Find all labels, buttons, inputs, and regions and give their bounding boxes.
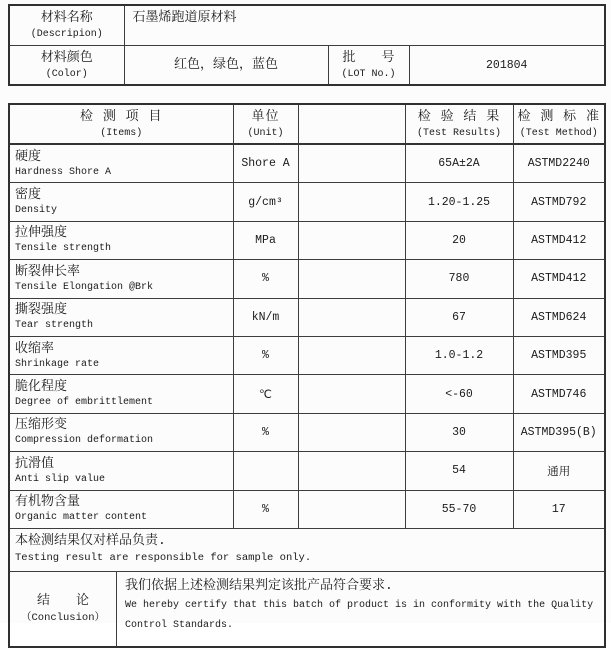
method-value: ASTMD792 xyxy=(513,183,605,221)
method-value: 17 xyxy=(513,490,605,528)
result-value: 1.0-1.2 xyxy=(405,336,513,374)
lot-value: 201804 xyxy=(409,46,605,86)
note-row xyxy=(9,528,605,571)
unit-value: Shore A xyxy=(233,144,298,183)
items-header-en: (Items) xyxy=(100,128,143,139)
table-row xyxy=(9,298,605,336)
conclusion-label xyxy=(10,572,117,646)
item-name-zh: 拉伸强度 xyxy=(15,225,68,241)
lot-label-zh: 批 号 xyxy=(342,49,395,65)
blank-cell xyxy=(298,336,405,374)
item-name-en: Density xyxy=(15,205,58,217)
test-table-header-row xyxy=(9,104,605,144)
material-color-label-zh: 材料颜色 xyxy=(40,49,93,65)
method-value: ASTMD746 xyxy=(513,375,605,413)
result-value: 55-70 xyxy=(405,490,513,528)
table-row xyxy=(9,490,605,528)
results-header-en: (Test Results) xyxy=(416,128,501,139)
item-name-zh: 收缩率 xyxy=(15,340,55,356)
item-name-en: Shrinkage rate xyxy=(15,358,100,370)
item-cell xyxy=(9,183,233,221)
material-name-value: 石墨烯跑道原材料 xyxy=(124,5,605,46)
conclusion-text-en-line1: We hereby certify that this batch of product is in conformity with the Quality xyxy=(125,599,594,611)
method-value: ASTMD624 xyxy=(513,298,605,336)
table-row xyxy=(9,375,605,413)
note-en: Testing result are responsible for sample only. xyxy=(15,552,312,565)
item-cell xyxy=(9,452,233,490)
conclusion-cell xyxy=(9,571,605,647)
result-value: 780 xyxy=(405,260,513,298)
method-value: ASTMD395(B) xyxy=(513,413,605,451)
method-value: ASTMD412 xyxy=(513,260,605,298)
results-header-zh: 检 验 结 果 xyxy=(417,109,501,124)
result-value: 67 xyxy=(405,298,513,336)
result-value: 1.20-1.25 xyxy=(405,183,513,221)
conclusion-label-zh: 结 论 xyxy=(36,593,89,609)
item-name-en: Hardness Shore A xyxy=(15,166,112,178)
material-name-label xyxy=(9,5,124,46)
item-name-en: Degree of embrittlement xyxy=(15,397,154,409)
item-name-zh: 撕裂强度 xyxy=(15,302,68,318)
conclusion-text xyxy=(117,572,604,646)
item-cell xyxy=(9,298,233,336)
blank-cell xyxy=(298,413,405,451)
conclusion-text-zh: 我们依据上述检测结果判定该批产品符合要求. xyxy=(125,577,393,593)
conclusion-row xyxy=(9,571,605,647)
material-color-label xyxy=(9,46,124,86)
table-row xyxy=(9,183,605,221)
conclusion-text-en-line2: Control Standards. xyxy=(125,619,234,631)
test-results-table xyxy=(8,103,606,648)
material-name-label-en: (Descripion) xyxy=(30,29,103,40)
material-name-label-zh: 材料名称 xyxy=(40,10,93,25)
unit-value: MPa xyxy=(233,221,298,259)
item-name-zh: 硬度 xyxy=(15,148,42,164)
material-info-table xyxy=(8,4,606,86)
item-name-en: Organic matter content xyxy=(15,512,148,524)
blank-cell xyxy=(298,375,405,413)
blank-cell xyxy=(298,490,405,528)
material-name-row xyxy=(9,5,605,46)
material-color-label-en: (Color) xyxy=(45,68,88,80)
items-header-zh: 检 测 项 目 xyxy=(80,109,163,124)
unit-value: ℃ xyxy=(233,375,298,413)
conclusion-container xyxy=(10,572,604,646)
unit-value: % xyxy=(233,490,298,528)
unit-value: % xyxy=(233,336,298,374)
document-body xyxy=(8,4,604,648)
blank-cell xyxy=(298,183,405,221)
blank-cell xyxy=(298,221,405,259)
item-cell xyxy=(9,490,233,528)
unit-column-header xyxy=(233,104,298,144)
item-name-en: Compression deformation xyxy=(15,435,154,447)
item-name-en: Tensile strength xyxy=(15,243,112,255)
table-row xyxy=(9,452,605,490)
results-column-header xyxy=(405,104,513,144)
method-value: ASTMD412 xyxy=(513,221,605,259)
blank-cell xyxy=(298,452,405,490)
item-name-zh: 有机物含量 xyxy=(15,494,81,510)
item-cell xyxy=(9,260,233,298)
item-name-zh: 脆化程度 xyxy=(15,379,68,395)
item-name-en: Tear strength xyxy=(15,320,94,332)
material-color-value: 红色，绿色，蓝色 xyxy=(124,46,328,86)
unit-header-en: (Unit) xyxy=(247,128,284,139)
item-name-zh: 压缩形变 xyxy=(15,417,68,433)
note-zh: 本检测结果仅对样品负责. xyxy=(15,533,166,549)
method-header-zh: 检 测 标 准 xyxy=(517,109,600,124)
item-name-zh: 密度 xyxy=(15,187,42,203)
blank-column-header xyxy=(298,104,405,144)
item-cell xyxy=(9,144,233,183)
item-name-en: Anti slip value xyxy=(15,473,106,485)
lot-label-en: (LOT No.) xyxy=(341,68,396,80)
item-cell xyxy=(9,221,233,259)
result-value: 30 xyxy=(405,413,513,451)
conclusion-label-en: （Conclusion） xyxy=(20,612,105,625)
items-column-header xyxy=(9,104,233,144)
blank-cell xyxy=(298,144,405,183)
table-row xyxy=(9,221,605,259)
result-value: 20 xyxy=(405,221,513,259)
method-value: 通用 xyxy=(513,452,605,490)
method-header-en: (Test Method) xyxy=(519,128,598,139)
unit-value: % xyxy=(233,260,298,298)
item-name-zh: 断裂伸长率 xyxy=(15,263,81,279)
material-color-row xyxy=(9,46,605,86)
table-row xyxy=(9,413,605,451)
item-cell xyxy=(9,413,233,451)
result-value: <-60 xyxy=(405,375,513,413)
unit-value xyxy=(233,452,298,490)
unit-value: g/cm³ xyxy=(233,183,298,221)
note-cell xyxy=(9,528,605,571)
item-name-en: Tensile Elongation @Brk xyxy=(15,281,154,293)
result-value: 54 xyxy=(405,452,513,490)
result-value: 65A±2A xyxy=(405,144,513,183)
blank-cell xyxy=(298,260,405,298)
table-row xyxy=(9,336,605,374)
method-column-header xyxy=(513,104,605,144)
unit-value: % xyxy=(233,413,298,451)
item-cell xyxy=(9,375,233,413)
item-name-zh: 抗滑值 xyxy=(15,455,55,471)
unit-header-zh: 单位 xyxy=(251,109,280,124)
method-value: ASTMD2240 xyxy=(513,144,605,183)
table-row xyxy=(9,260,605,298)
unit-value: kN/m xyxy=(233,298,298,336)
lot-label xyxy=(328,46,409,86)
item-cell xyxy=(9,336,233,374)
blank-cell xyxy=(298,298,405,336)
method-value: ASTMD395 xyxy=(513,336,605,374)
table-row xyxy=(9,144,605,183)
